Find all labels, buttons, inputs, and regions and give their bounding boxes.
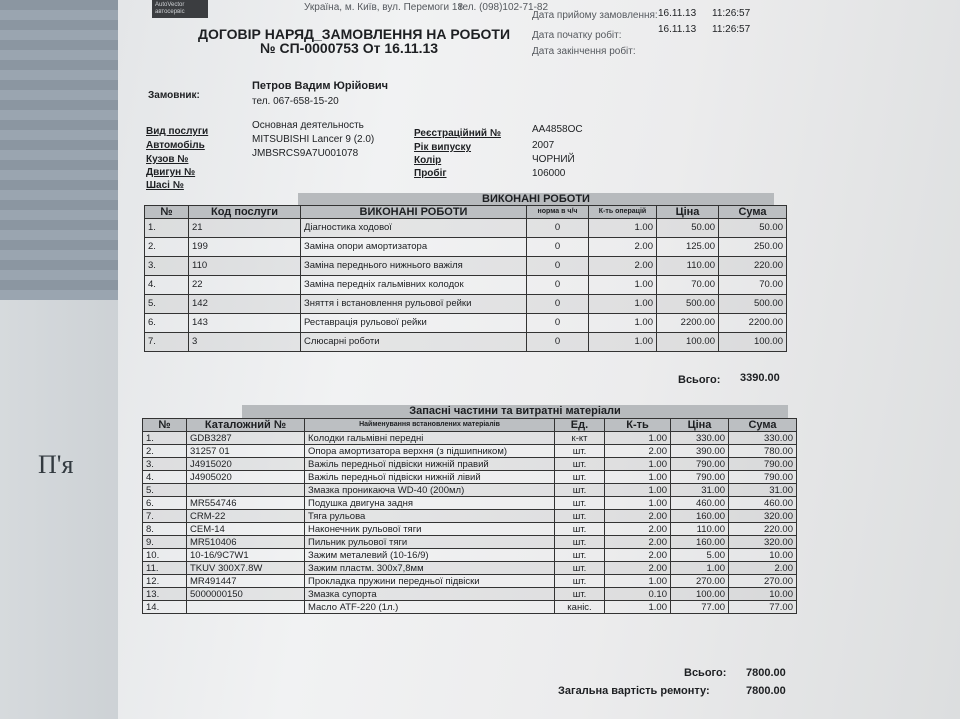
parts-total: 7800.00 — [746, 667, 786, 679]
parts-cell: 2. — [143, 445, 187, 458]
parts-cell: Тяга рульова — [305, 510, 555, 523]
date-start: 16.11.13 — [658, 24, 697, 35]
works-cell: 0 — [527, 295, 589, 314]
color: ЧОРНИЙ — [532, 154, 575, 165]
works-cell: 100.00 — [657, 333, 719, 352]
works-cell: 142 — [189, 295, 301, 314]
parts-cell: Масло ATF-220 (1л.) — [305, 601, 555, 614]
works-row — [145, 333, 787, 352]
parts-total-label: Всього: — [684, 667, 727, 679]
parts-cell: 1.00 — [605, 471, 671, 484]
parts-cell: шт. — [555, 471, 605, 484]
works-row — [145, 295, 787, 314]
works-cell: Зняття і встановлення рульової рейки — [301, 295, 527, 314]
mileage: 106000 — [532, 168, 566, 179]
works-col-num: № — [145, 206, 189, 219]
works-cell: 0 — [527, 238, 589, 257]
company-logo — [152, 0, 208, 18]
parts-cell: 9. — [143, 536, 187, 549]
parts-cell: Зажим металевий (10-16/9) — [305, 549, 555, 562]
works-section-title: ВИКОНАНІ РОБОТИ — [298, 193, 774, 207]
works-cell: 110.00 — [657, 257, 719, 276]
parts-cell: Наконечник рульової тяги — [305, 523, 555, 536]
parts-cell: 10.00 — [729, 549, 797, 562]
parts-cell: CEM-14 — [187, 523, 305, 536]
parts-cell: шт. — [555, 484, 605, 497]
date-start-label: Дата початку робіт: — [532, 30, 622, 41]
parts-cell: 1. — [143, 432, 187, 445]
works-cell: Слюсарні роботи — [301, 333, 527, 352]
works-col-sum: Сума — [719, 206, 787, 219]
parts-row — [143, 484, 797, 497]
works-cell: 500.00 — [657, 295, 719, 314]
parts-cell: 31.00 — [729, 484, 797, 497]
works-total-label: Всього: — [678, 374, 721, 386]
works-cell: 0 — [527, 219, 589, 238]
body-number: JMBSRCS9A7U001078 — [252, 148, 359, 159]
parts-row — [143, 588, 797, 601]
parts-cell: 6. — [143, 497, 187, 510]
works-col-norm: норма в ч/ч — [527, 206, 589, 219]
works-cell: 0 — [527, 276, 589, 295]
works-cell: Діагностика ходової — [301, 219, 527, 238]
works-cell: 1.00 — [589, 295, 657, 314]
parts-cell: шт. — [555, 523, 605, 536]
parts-table — [142, 418, 797, 614]
works-cell: 100.00 — [719, 333, 787, 352]
parts-cell: 10.00 — [729, 588, 797, 601]
parts-cell: MR491447 — [187, 575, 305, 588]
parts-cell: 390.00 — [671, 445, 729, 458]
works-col-code: Код послуги — [189, 206, 301, 219]
time-start: 11:26:57 — [712, 24, 751, 35]
work-order-document — [118, 0, 960, 719]
parts-row — [143, 471, 797, 484]
parts-cell: 100.00 — [671, 588, 729, 601]
parts-cell: 5.00 — [671, 549, 729, 562]
engine-label: Двигун № — [146, 167, 196, 178]
parts-col-qty: К-ть — [605, 419, 671, 432]
date-received: 16.11.13 — [658, 8, 697, 19]
works-cell: 1.00 — [589, 219, 657, 238]
grand-total: 7800.00 — [746, 685, 786, 697]
works-cell: 2200.00 — [719, 314, 787, 333]
parts-cell: шт. — [555, 562, 605, 575]
parts-cell: 5. — [143, 484, 187, 497]
works-cell: Заміна передніх гальмівних колодок — [301, 276, 527, 295]
parts-cell: 2.00 — [605, 510, 671, 523]
parts-cell: к-кт — [555, 432, 605, 445]
parts-cell: шт. — [555, 549, 605, 562]
customer-label: Замовник: — [148, 90, 200, 101]
parts-cell: Прокладка пружини передньої підвіски — [305, 575, 555, 588]
parts-cell: 12. — [143, 575, 187, 588]
works-cell: 3. — [145, 257, 189, 276]
parts-cell: 790.00 — [729, 471, 797, 484]
logo-line2: автосервіс — [155, 9, 185, 15]
customer-phone: тел. 067-658-15-20 — [252, 96, 339, 107]
parts-cell: 2.00 — [605, 536, 671, 549]
parts-cell: 330.00 — [671, 432, 729, 445]
parts-cell: Змазка супорта — [305, 588, 555, 601]
parts-cell: 270.00 — [671, 575, 729, 588]
parts-cell: Пильник рульової тяги — [305, 536, 555, 549]
parts-col-catalog: Каталожний № — [187, 419, 305, 432]
logo-line1: AutoVector — [155, 2, 185, 8]
parts-row — [143, 497, 797, 510]
works-col-name: ВИКОНАНІ РОБОТИ — [301, 206, 527, 219]
phone: тел. (098)102-71-82 — [458, 2, 549, 13]
works-cell: 2.00 — [589, 238, 657, 257]
parts-cell: 780.00 — [729, 445, 797, 458]
mileage-label: Пробіг — [414, 168, 447, 179]
works-cell: Заміна переднього нижнього важіля — [301, 257, 527, 276]
parts-cell: 790.00 — [729, 458, 797, 471]
works-cell: 143 — [189, 314, 301, 333]
date-received-label: Дата прийому замовлення: — [532, 10, 658, 21]
parts-cell: 1.00 — [671, 562, 729, 575]
parts-cell: Подушка двигуна задня — [305, 497, 555, 510]
service-type-label: Вид послуги — [146, 126, 209, 137]
works-cell: 1.00 — [589, 276, 657, 295]
parts-col-name: Найменування встановлених матеріалів — [305, 419, 555, 432]
parts-cell: 4. — [143, 471, 187, 484]
year: 2007 — [532, 140, 555, 151]
works-col-qty: К-ть операцій — [589, 206, 657, 219]
document-number: № СП-0000753 От 16.11.13 — [260, 40, 439, 56]
parts-row — [143, 445, 797, 458]
parts-cell: 11. — [143, 562, 187, 575]
parts-cell: 460.00 — [671, 497, 729, 510]
works-cell: 0 — [527, 314, 589, 333]
customer-name: Петров Вадим Юрійович — [252, 80, 389, 92]
parts-row — [143, 510, 797, 523]
works-cell: 199 — [189, 238, 301, 257]
parts-cell: 320.00 — [729, 510, 797, 523]
parts-cell: 790.00 — [671, 458, 729, 471]
parts-cell: TKUV 300X7.8W — [187, 562, 305, 575]
parts-col-num: № — [143, 419, 187, 432]
parts-cell: 160.00 — [671, 536, 729, 549]
parts-cell: 7. — [143, 510, 187, 523]
date-end-label: Дата закінчення робіт: — [532, 46, 636, 57]
parts-cell: 2.00 — [605, 445, 671, 458]
works-col-price: Ціна — [657, 206, 719, 219]
parts-cell: шт. — [555, 575, 605, 588]
parts-cell: 10. — [143, 549, 187, 562]
parts-cell: Важіль передньої підвіски нижній лівий — [305, 471, 555, 484]
parts-row — [143, 432, 797, 445]
works-cell: 4. — [145, 276, 189, 295]
parts-cell: 1.00 — [605, 458, 671, 471]
parts-cell: 31257 01 — [187, 445, 305, 458]
parts-cell: 31.00 — [671, 484, 729, 497]
works-row — [145, 257, 787, 276]
parts-cell: 2.00 — [729, 562, 797, 575]
parts-cell: 2.00 — [605, 562, 671, 575]
address: Україна, м. Київ, вул. Перемоги 18 — [304, 2, 464, 13]
works-row — [145, 276, 787, 295]
works-cell: 250.00 — [719, 238, 787, 257]
parts-cell: 1.00 — [605, 484, 671, 497]
parts-row — [143, 601, 797, 614]
works-cell: 2.00 — [589, 257, 657, 276]
car-model: MITSUBISHI Lancer 9 (2.0) — [252, 134, 375, 145]
document-title: ДОГОВІР НАРЯД_ЗАМОВЛЕННЯ НА РОБОТИ — [198, 26, 511, 42]
parts-cell: 0.10 — [605, 588, 671, 601]
parts-cell: Змазка проникаюча WD-40 (200мл) — [305, 484, 555, 497]
works-cell: 7. — [145, 333, 189, 352]
parts-cell: 220.00 — [729, 523, 797, 536]
parts-cell: 1.00 — [605, 432, 671, 445]
car-label: Автомобіль — [146, 140, 205, 151]
parts-row — [143, 549, 797, 562]
parts-cell: 160.00 — [671, 510, 729, 523]
works-cell: 2200.00 — [657, 314, 719, 333]
parts-cell: 5000000150 — [187, 588, 305, 601]
parts-cell: Опора амортизатора верхня (з підшипником) — [305, 445, 555, 458]
parts-cell: шт. — [555, 510, 605, 523]
time-received: 11:26:57 — [712, 8, 751, 19]
parts-cell: каніс. — [555, 601, 605, 614]
parts-cell: 2.00 — [605, 523, 671, 536]
works-row — [145, 219, 787, 238]
parts-row — [143, 562, 797, 575]
works-table — [144, 205, 787, 352]
reg-number: AA4858OC — [532, 124, 583, 135]
parts-col-unit: Ед. — [555, 419, 605, 432]
parts-cell: 2.00 — [605, 549, 671, 562]
works-cell: 1.00 — [589, 333, 657, 352]
body-label: Кузов № — [146, 154, 189, 165]
works-cell: 0 — [527, 257, 589, 276]
works-row — [145, 314, 787, 333]
parts-cell: 14. — [143, 601, 187, 614]
works-cell: 500.00 — [719, 295, 787, 314]
parts-cell: шт. — [555, 588, 605, 601]
works-cell: 3 — [189, 333, 301, 352]
parts-cell: 77.00 — [729, 601, 797, 614]
works-cell: 220.00 — [719, 257, 787, 276]
works-cell: 50.00 — [719, 219, 787, 238]
parts-cell: 330.00 — [729, 432, 797, 445]
parts-cell: 110.00 — [671, 523, 729, 536]
works-cell: Реставрація рульової рейки — [301, 314, 527, 333]
parts-cell: 77.00 — [671, 601, 729, 614]
background-text: П'я — [38, 450, 74, 479]
works-cell: 21 — [189, 219, 301, 238]
works-cell: 110 — [189, 257, 301, 276]
chassis-label: Шасі № — [146, 180, 184, 191]
grand-total-label: Загальна вартість ремонту: — [558, 685, 710, 697]
parts-cell: MR510406 — [187, 536, 305, 549]
parts-cell: MR554746 — [187, 497, 305, 510]
works-cell: 2. — [145, 238, 189, 257]
works-cell: 1. — [145, 219, 189, 238]
parts-row — [143, 575, 797, 588]
parts-col-price: Ціна — [671, 419, 729, 432]
parts-cell: 1.00 — [605, 497, 671, 510]
parts-row — [143, 523, 797, 536]
works-cell: 6. — [145, 314, 189, 333]
parts-cell: Важіль передньої підвіски нижній правий — [305, 458, 555, 471]
parts-cell: 10-16/9C7W1 — [187, 549, 305, 562]
works-cell: 5. — [145, 295, 189, 314]
works-cell: 70.00 — [719, 276, 787, 295]
works-cell: 0 — [527, 333, 589, 352]
parts-cell: GDB3287 — [187, 432, 305, 445]
parts-cell: 3. — [143, 458, 187, 471]
parts-cell: шт. — [555, 445, 605, 458]
parts-cell: 1.00 — [605, 601, 671, 614]
parts-cell: шт. — [555, 497, 605, 510]
parts-cell: Колодки гальмівні передні — [305, 432, 555, 445]
parts-cell: 8. — [143, 523, 187, 536]
works-cell: 125.00 — [657, 238, 719, 257]
parts-cell: 1.00 — [605, 575, 671, 588]
parts-cell: 320.00 — [729, 536, 797, 549]
parts-cell: 13. — [143, 588, 187, 601]
year-label: Рік випуску — [414, 142, 472, 153]
parts-row — [143, 536, 797, 549]
parts-cell: 270.00 — [729, 575, 797, 588]
parts-cell: J4905020 — [187, 471, 305, 484]
parts-cell: CRM-22 — [187, 510, 305, 523]
parts-cell: 460.00 — [729, 497, 797, 510]
parts-cell — [187, 484, 305, 497]
parts-cell — [187, 601, 305, 614]
works-total: 3390.00 — [740, 372, 780, 384]
parts-row — [143, 458, 797, 471]
works-cell: 22 — [189, 276, 301, 295]
background-stripes — [0, 0, 120, 300]
parts-cell: шт. — [555, 458, 605, 471]
parts-cell: шт. — [555, 536, 605, 549]
works-cell: 70.00 — [657, 276, 719, 295]
parts-col-sum: Сума — [729, 419, 797, 432]
works-cell: 1.00 — [589, 314, 657, 333]
service-type: Основная деятельность — [252, 120, 364, 131]
parts-section-title: Запасні частини та витратні матеріали — [242, 405, 788, 419]
color-label: Колір — [414, 155, 442, 166]
parts-cell: 790.00 — [671, 471, 729, 484]
parts-cell: Зажим пластм. 300х7,8мм — [305, 562, 555, 575]
parts-cell: J4915020 — [187, 458, 305, 471]
works-cell: 50.00 — [657, 219, 719, 238]
works-cell: Заміна опори амортизатора — [301, 238, 527, 257]
works-row — [145, 238, 787, 257]
reg-label: Реєстраційний № — [414, 128, 501, 139]
